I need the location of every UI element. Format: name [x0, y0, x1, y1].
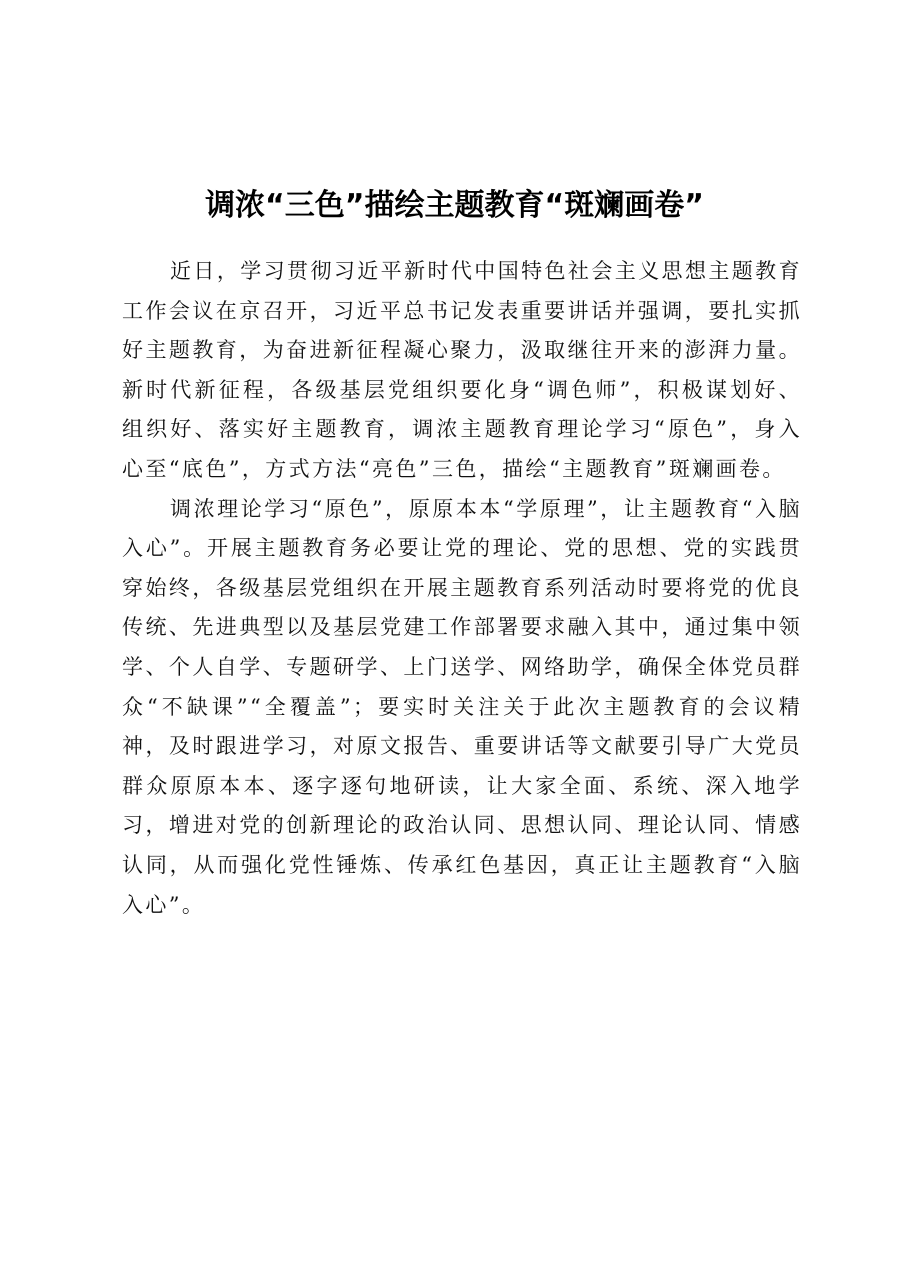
document-body [122, 252, 802, 925]
paragraph-intro: 近日，学习贯彻习近平新时代中国特色社会主义思想主题教育工作会议在京召开，习近平总书记发表重要讲话并强调，要扎实抓好主题教育，为奋进新征程凝心聚力，汲取继往开来的澎湃力量。新时代新征程，各级基层党组织要化身“调色师”，积极谋划好、组织好、落实好主题教育，调浓主题教育理论学习“原色”，身入心至“底色”，方式方法“亮色”三色，描绘“主题教育”斑斓画卷。 [122, 259, 802, 481]
paragraph-theory-study: 调浓理论学习“原色”，原原本本“学原理”，让主题教育“入脑入心”。开展主题教育务必要让党的理论、党的思想、党的实践贯穿始终，各级基层党组织在开展主题教育系列活动时要将党的优良传统、先进典型以及基层党建工作部署要求融入其中，通过集中领学、个人自学、专题研学、上门送学、网络助学，确保全体党员群众“不缺课”“全覆盖”；要实时关注关于此次主题教育的会议精神，及时跟进学习，对原文报告、重要讲话等文献要引导广大党员群众原原本本、逐字逐句地研读，让大家全面、系统、深入地学习，增进对党的创新理论的政治认同、思想认同、理论认同、情感认同，从而强化党性锤炼、传承红色基因，真正让主题教育“入脑入心”。 [122, 496, 802, 917]
document-title: 调浓“三色”描绘主题教育“斑斓画卷” [205, 188, 704, 224]
